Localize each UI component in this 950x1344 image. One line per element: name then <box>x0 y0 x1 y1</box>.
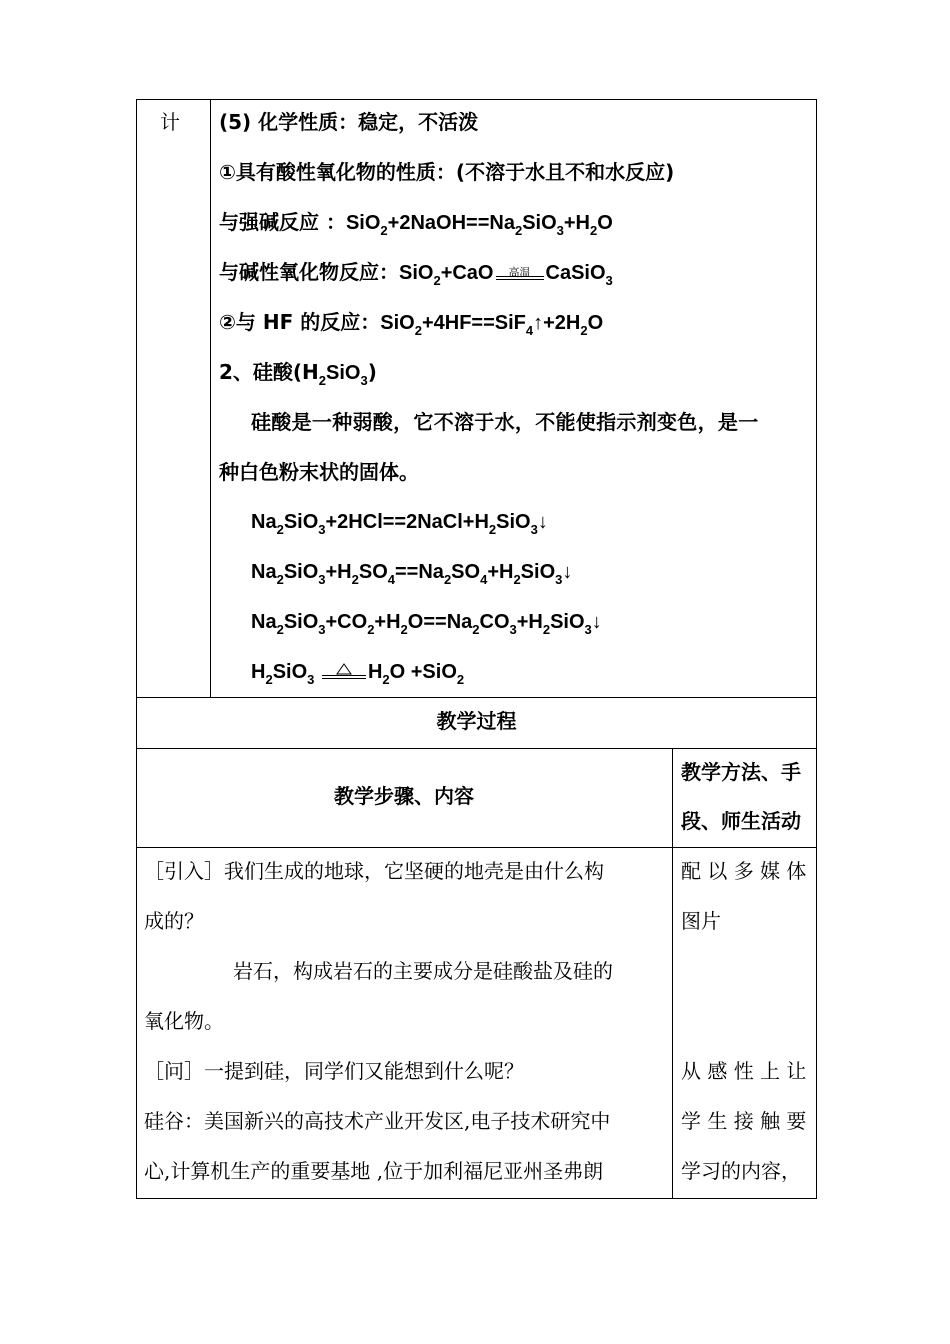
method-perceptual-line-1: 从 感 性 上 让 <box>681 1059 807 1083</box>
strong-base-reaction-line <box>219 209 613 236</box>
equation-na2sio3-co2: $Na_2SiO_3+CO_2+H_2O==Na_2CO_3+H_2SiO_3↓$ <box>251 611 602 637</box>
row-divider-headers <box>136 748 817 749</box>
silicic-acid-description-line-1: 硅酸是一种弱酸，它不溶于水，不能使指示剂变色，是一 <box>251 410 759 434</box>
equation-na2sio3-hcl: $Na_2SiO_3+2HCl==2NaCl+H_2SiO_3↓$ <box>251 511 548 537</box>
heating-condition-icon <box>322 663 366 683</box>
equation-sio2-naoh: $SiO_2+2NaOH==Na_2SiO_3+H_2O$ <box>345 212 613 238</box>
left-column-label: 计 <box>160 110 180 134</box>
teaching-methods-header-line-1: 教学方法、手 <box>681 760 801 784</box>
silicic-acid-heading: 2、硅酸$(H_2SiO_3)$ <box>219 360 377 388</box>
method-perceptual-line-2: 学 生 接 触 要 <box>681 1109 807 1133</box>
teaching-process-title: 教学过程 <box>436 709 517 733</box>
hf-label: ②与 HF 的反应： <box>219 310 381 334</box>
method-multimedia-line-2: 图片 <box>681 909 721 933</box>
equation-na2sio3-h2so4: $Na_2SiO_3+H_2SO_4==Na_2SO_4+H_2SiO_3↓$ <box>251 561 573 587</box>
equation-sio2-hf: $SiO_2+4HF==SiF_4↑+2H_2O$ <box>380 312 604 338</box>
rock-answer-line-1: 岩石，构成岩石的主要成分是硅酸盐及硅的 <box>233 959 613 983</box>
teaching-steps-header: 教学步骤、内容 <box>334 784 474 808</box>
silicon-valley-line-1: 硅谷：美国新兴的高技术产业开发区,电子技术研究中 <box>144 1109 611 1133</box>
strong-base-label: 与强碱反应 ： <box>219 210 346 234</box>
teaching-methods-header-line-2: 段、师生活动 <box>681 809 801 833</box>
acidic-oxide-line: ①具有酸性氧化物的性质：(不溶于水且不和水反应) <box>219 160 675 184</box>
rock-answer-line-2: 氧化物。 <box>144 1009 224 1033</box>
basic-oxide-label: 与碱性氧化物反应： <box>219 260 399 284</box>
method-multimedia-line-1: 配 以 多 媒 体 <box>681 859 807 883</box>
row-divider-content <box>136 847 817 848</box>
method-perceptual-line-3: 学习的内容， <box>681 1159 801 1183</box>
silicic-acid-description-line-2: 种白色粉末状的固体。 <box>219 460 419 484</box>
basic-oxide-reaction-line <box>219 259 613 286</box>
equation-sio2-cao: SiO$_2$+CaO 高温 CaSiO$_3$ <box>399 262 613 288</box>
hf-reaction-line <box>219 309 603 336</box>
left-column-divider <box>210 99 211 698</box>
equation-h2sio3-decomposition: $H_2SiO_3$ $H_2O +SiO_2$ <box>251 661 465 687</box>
silicon-question: ［问］一提到硅，同学们又能想到什么呢？ <box>144 1059 524 1083</box>
row-divider-process <box>136 697 817 698</box>
chemical-properties-heading: (5) 化学性质：稳定，不活泼 <box>219 110 479 134</box>
methods-column-divider <box>672 748 673 1199</box>
intro-question-line-1: ［引入］我们生成的地球，它坚硬的地壳是由什么构 <box>144 859 604 883</box>
silicon-valley-line-2: 心,计算机生产的重要基地 ,位于加利福尼亚州圣弗朗 <box>144 1159 604 1183</box>
high-temperature-condition: 高温 <box>496 264 544 284</box>
intro-question-line-2: 成的？ <box>144 909 204 933</box>
